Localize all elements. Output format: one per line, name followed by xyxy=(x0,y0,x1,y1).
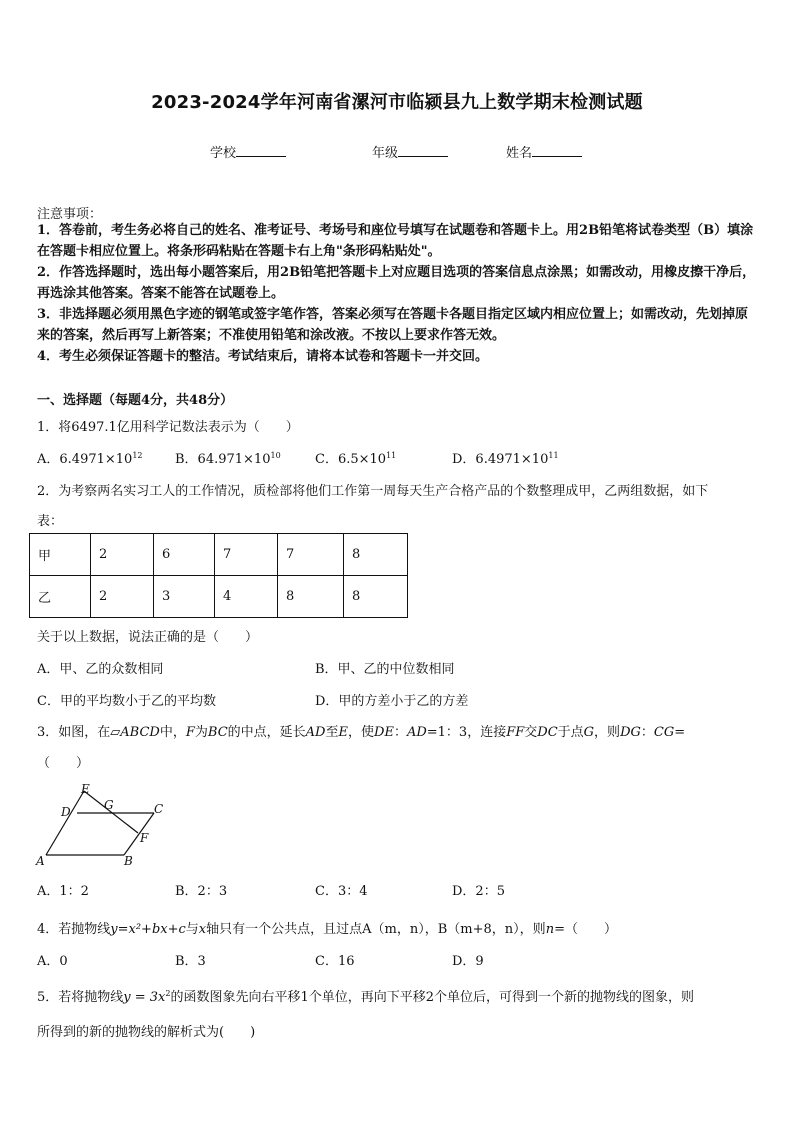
table-cell: 4 xyxy=(215,576,278,618)
label-d: D xyxy=(61,805,71,819)
q1-option-c: C．$6.5\times 10^{11}$ xyxy=(315,451,397,467)
question-3-stem: 3．如图，在▱ABCD中，F为BC的中点，延长AD至E，使DE：AD=1：3，连接FF交DC于点G，则DG：CG= xyxy=(37,725,686,740)
table-cell: 甲 xyxy=(30,534,91,576)
grade-field xyxy=(372,142,448,161)
grade-blank xyxy=(398,144,448,157)
segment-ae xyxy=(46,791,84,855)
q2-option-d: D．甲的方差小于乙的方差 xyxy=(315,694,469,709)
question-2-ask: 关于以上数据，说法正确的是（ ） xyxy=(37,630,259,645)
q3-option-d: D．2：5 xyxy=(452,884,505,899)
q4-option-b: B．3 xyxy=(175,954,206,969)
question-5-stem-line2: 所得到的新的抛物线的解析式为( ) xyxy=(37,1025,256,1040)
question-3-stem-line2: （ ） xyxy=(37,756,90,771)
segment-bc xyxy=(124,813,154,855)
name-blank xyxy=(532,144,582,157)
label-a: A xyxy=(36,854,45,868)
note-item-3: 3．非选择题必须用黑色字迹的钢笔或签字笔作答，答案必须写在答题卡各题目指定区域内相应位置上；如需改动，先划掉原来的答案，然后再写上新答案；不准使用铅笔和涂改液。不按以上要求作答无效。 xyxy=(37,307,749,343)
name-label: 姓名 xyxy=(506,146,533,161)
section-heading: 一、选择题（每题4分，共48分） xyxy=(37,393,234,408)
q1-option-b: B．$64.971\times 10^{10}$ xyxy=(175,451,281,467)
table-cell: 6 xyxy=(154,534,215,576)
table-cell: 8 xyxy=(278,576,344,618)
q4-option-c: C．16 xyxy=(315,954,355,969)
parallelogram-figure xyxy=(30,780,180,870)
table-cell: 7 xyxy=(215,534,278,576)
q2-option-a: A．甲、乙的众数相同 xyxy=(37,662,164,677)
exam-title: 2023-2024学年河南省漯河市临颍县九上数学期末检测试题 xyxy=(151,92,643,113)
table-cell: 3 xyxy=(154,576,215,618)
q2-option-b: B．甲、乙的中位数相同 xyxy=(315,662,455,677)
grade-label: 年级 xyxy=(372,146,399,161)
q1-option-a: A．$6.4971\times 10^{12}$ xyxy=(37,451,143,467)
question-1-stem: 1．将6497.1亿用科学记数法表示为（ ） xyxy=(37,420,299,435)
school-blank xyxy=(236,144,286,157)
label-f: F xyxy=(140,831,149,845)
notes-heading: 注意事项： xyxy=(37,207,103,222)
table-row xyxy=(30,576,408,618)
table-cell: 8 xyxy=(344,534,408,576)
question-4-stem: 4．若抛物线y=x²+bx+c与x轴只有一个公共点，且过点A（m，n），B（m+8，n），则n=（ ） xyxy=(37,922,617,937)
table-cell: 2 xyxy=(91,576,154,618)
q3-option-c: C．3：4 xyxy=(315,884,368,899)
table-cell: 7 xyxy=(278,534,344,576)
q4-option-a: A．0 xyxy=(37,954,68,969)
q2-data-table xyxy=(29,533,408,618)
q1-option-d: D．$6.4971\times 10^{11}$ xyxy=(452,451,559,467)
label-b: B xyxy=(124,854,133,868)
note-item-2: 2．作答选择题时，选出每小题答案后，用2B铅笔把答题卡上对应题目选项的答案信息点涂黑；如需改动，用橡皮擦干净后，再选涂其他答案。答案不能答在试题卷上。 xyxy=(37,265,756,301)
table-row xyxy=(30,534,408,576)
q3-option-b: B．2：3 xyxy=(175,884,228,899)
q2-option-c: C．甲的平均数小于乙的平均数 xyxy=(37,694,216,709)
label-e: E xyxy=(81,782,90,796)
note-item-1: 1．答卷前，考生务必将自己的姓名、准考证号、考场号和座位号填写在试题卷和答题卡上。用2B铅笔将试卷类型（B）填涂在答题卡相应位置上。将条形码粘贴在答题卡右上角"条形码粘贴处"。 xyxy=(37,223,754,259)
note-item-4: 4．考生必须保证答题卡的整洁。考试结束后，请将本试卷和答题卡一并交回。 xyxy=(37,349,489,364)
q3-option-a: A．1：2 xyxy=(37,884,89,899)
question-5-stem: 5．若将抛物线$y = 3x^2$的函数图象先向右平移1个单位，再向下平移2个单位后，可得到一个新的抛物线的图象，则 xyxy=(37,989,695,1005)
label-g: G xyxy=(104,798,114,812)
table-cell: 乙 xyxy=(30,576,91,618)
name-field xyxy=(506,142,582,161)
school-field xyxy=(210,142,286,161)
question-2-stem-line2: 表： xyxy=(37,514,64,529)
question-2-stem-line1: 2．为考察两名实习工人的工作情况，质检部将他们工作第一周每天生产合格产品的个数整理成甲，乙两组数据，如下 xyxy=(37,484,709,499)
school-label: 学校 xyxy=(210,146,237,161)
label-c: C xyxy=(154,802,164,816)
table-cell: 2 xyxy=(91,534,154,576)
q4-option-d: D．9 xyxy=(452,954,484,969)
table-cell: 8 xyxy=(344,576,408,618)
